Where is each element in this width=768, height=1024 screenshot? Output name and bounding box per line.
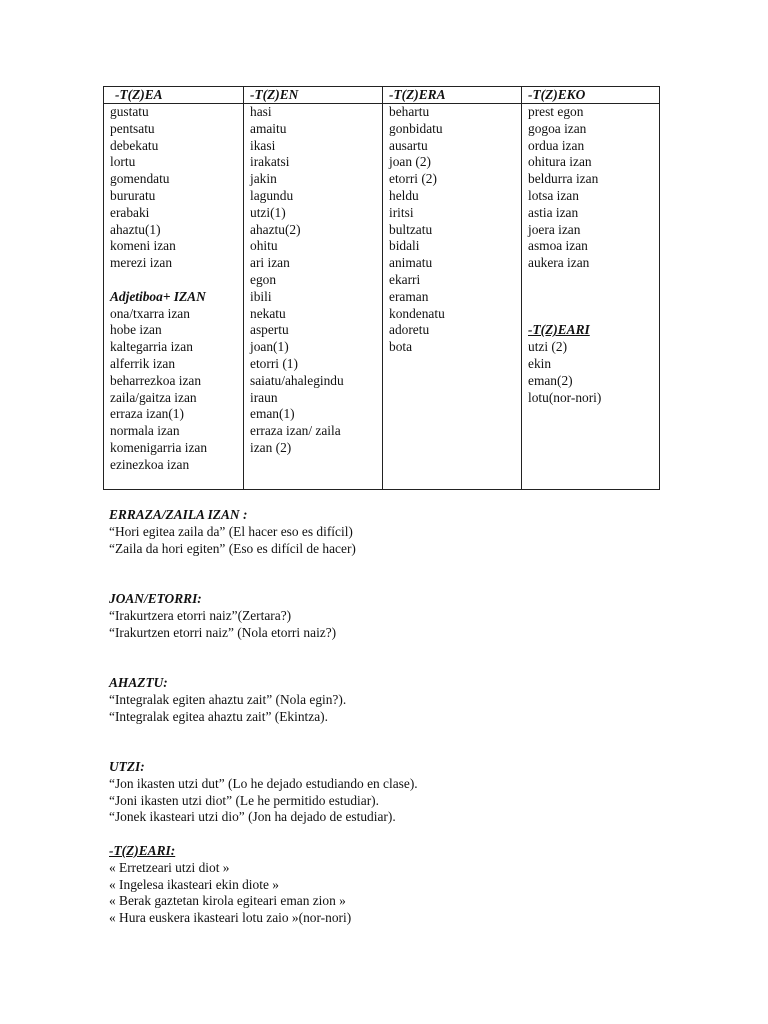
usage-notes (109, 507, 709, 927)
list-item: utzi (2) (528, 339, 568, 355)
list-item: utzi(1) (250, 204, 286, 220)
list-item: joan (2) (389, 154, 432, 170)
list-item: egon (250, 271, 277, 287)
list-item: joan(1) (250, 339, 289, 355)
list-item: gustatu (110, 104, 149, 119)
group-heading: Adjetiboa+ IZAN (110, 288, 206, 304)
list-item: ekin (528, 355, 552, 371)
example-sentence: “Joni ikasten utzi diot” (Le he permitido estudiar). (109, 792, 379, 808)
list-item: debekatu (110, 137, 159, 153)
list-item: komenigarria izan (110, 439, 208, 455)
column-header: -T(Z)EA (104, 87, 243, 104)
example-sentence: « Ingelesa ikasteari ekin diote » (109, 876, 279, 892)
list-item: kondenatu (389, 305, 445, 321)
list-item: merezi izan (110, 255, 173, 271)
example-sentence: “Irakurtzen etorri naiz” (Nola etorri naiz?) (109, 624, 337, 640)
column-body (244, 104, 382, 457)
section-title: UTZI: (109, 758, 145, 774)
list-item: erabaki (110, 204, 150, 220)
list-item: zaila/gaitza izan (110, 389, 197, 405)
list-item: erraza izan/ zaila (250, 423, 341, 439)
list-item: gonbidatu (389, 120, 443, 136)
list-item: beldurra izan (528, 171, 599, 187)
list-item: iraun (250, 389, 278, 405)
list-item: adoretu (389, 322, 430, 338)
list-item: lotsa izan (528, 187, 579, 203)
list-item: hasi (250, 104, 272, 119)
spacer (109, 658, 709, 675)
list-item: lortu (110, 154, 136, 170)
list-item: gomendatu (110, 171, 170, 187)
spacer (110, 272, 243, 289)
column-header: -T(Z)EN (244, 87, 382, 104)
list-item: asmoa izan (528, 238, 588, 254)
section-erraza-zaila (109, 507, 709, 591)
list-item: saiatu/ahalegindu (250, 372, 344, 388)
list-item: komeni izan (110, 238, 176, 254)
verb-suffix-table (103, 86, 660, 490)
spacer (109, 725, 709, 742)
spacer (109, 557, 709, 574)
list-item: eraman (389, 288, 429, 304)
column-body (383, 104, 521, 356)
list-item: ezinezkoa izan (110, 456, 190, 472)
list-item: bidali (389, 238, 420, 254)
table-column-tzea (104, 87, 243, 489)
list-item: aspertu (250, 322, 289, 338)
list-item: gogoa izan (528, 120, 587, 136)
list-item: pentsatu (110, 120, 155, 136)
spacer (109, 574, 709, 591)
example-sentence: “Integralak egitea ahaztu zait” (Ekintza). (109, 708, 328, 724)
list-item: ahaztu(1) (110, 221, 161, 237)
list-item: aukera izan (528, 255, 590, 271)
table-column-tzen (243, 87, 382, 489)
column-body (522, 104, 659, 406)
list-item: ohitu (250, 238, 278, 254)
spacer (528, 289, 659, 306)
example-sentence: “Jonek ikasteari utzi dio” (Jon ha dejado de estudiar). (109, 809, 396, 825)
list-item: ibili (250, 288, 272, 304)
list-item: bultzatu (389, 221, 433, 237)
example-sentence: « Berak gaztetan kirola egiteari eman zion » (109, 893, 346, 909)
list-item: ahaztu(2) (250, 221, 301, 237)
list-item: behartu (389, 104, 430, 119)
column-body (104, 104, 243, 474)
list-item: ohitura izan (528, 154, 592, 170)
table-column-tzeko (521, 87, 659, 489)
list-item: lagundu (250, 187, 294, 203)
section-utzi (109, 759, 709, 843)
spacer (109, 742, 709, 759)
list-item: prest egon (528, 104, 584, 119)
example-sentence: « Hura euskera ikasteari lotu zaio »(nor-nori) (109, 910, 352, 926)
list-item: lotu(nor-nori) (528, 389, 602, 405)
list-item: eman(1) (250, 406, 295, 422)
list-item: beharrezkoa izan (110, 372, 202, 388)
list-item: ari izan (250, 255, 290, 271)
list-item: izan (2) (250, 439, 292, 455)
list-item: nekatu (250, 305, 286, 321)
list-item: animatu (389, 255, 433, 271)
list-item: ikasi (250, 137, 276, 153)
list-item: joera izan (528, 221, 581, 237)
column-header: -T(Z)EKO (522, 87, 659, 104)
table-column-tzera (382, 87, 521, 489)
list-item: jakin (250, 171, 277, 187)
spacer (528, 306, 659, 323)
list-item: etorri (1) (250, 355, 298, 371)
example-sentence: “Zaila da hori egiten” (Eso es difícil de hacer) (109, 540, 356, 556)
list-item: hobe izan (110, 322, 162, 338)
spacer (109, 641, 709, 658)
list-item: erraza izan(1) (110, 406, 184, 422)
list-item: kaltegarria izan (110, 339, 193, 355)
list-item: amaitu (250, 120, 287, 136)
group-heading: -T(Z)EARI (528, 322, 590, 338)
section-title: JOAN/ETORRI: (109, 590, 202, 606)
section-title: ERRAZA/ZAILA IZAN : (109, 507, 248, 522)
section-title: AHAZTU: (109, 674, 168, 690)
example-sentence: “Jon ikasten utzi dut” (Lo he dejado estudiando en clase). (109, 775, 418, 791)
section-ahaztu (109, 675, 709, 759)
list-item: ausartu (389, 137, 428, 153)
list-item: iritsi (389, 204, 414, 220)
list-item: normala izan (110, 423, 180, 439)
list-item: bota (389, 339, 413, 355)
list-item: ekarri (389, 271, 421, 287)
example-sentence: “Hori egitea zaila da” (El hacer eso es difícil) (109, 523, 353, 539)
column-header: -T(Z)ERA (383, 87, 521, 104)
example-sentence: « Erretzeari utzi diot » (109, 859, 230, 875)
list-item: etorri (2) (389, 171, 437, 187)
list-item: bururatu (110, 187, 156, 203)
example-sentence: “Integralak egiten ahaztu zait” (Nola egin?). (109, 691, 347, 707)
list-item: alferrik izan (110, 355, 176, 371)
section-tzeari (109, 843, 709, 927)
spacer (109, 826, 709, 843)
spacer (528, 272, 659, 289)
section-joan-etorri (109, 591, 709, 675)
list-item: astia izan (528, 204, 579, 220)
list-item: ordua izan (528, 137, 585, 153)
list-item: irakatsi (250, 154, 290, 170)
example-sentence: “Irakurtzera etorri naiz”(Zertara?) (109, 607, 292, 623)
list-item: heldu (389, 187, 419, 203)
list-item: ona/txarra izan (110, 305, 190, 321)
list-item: eman(2) (528, 372, 573, 388)
section-title: -T(Z)EARI: (109, 842, 176, 858)
